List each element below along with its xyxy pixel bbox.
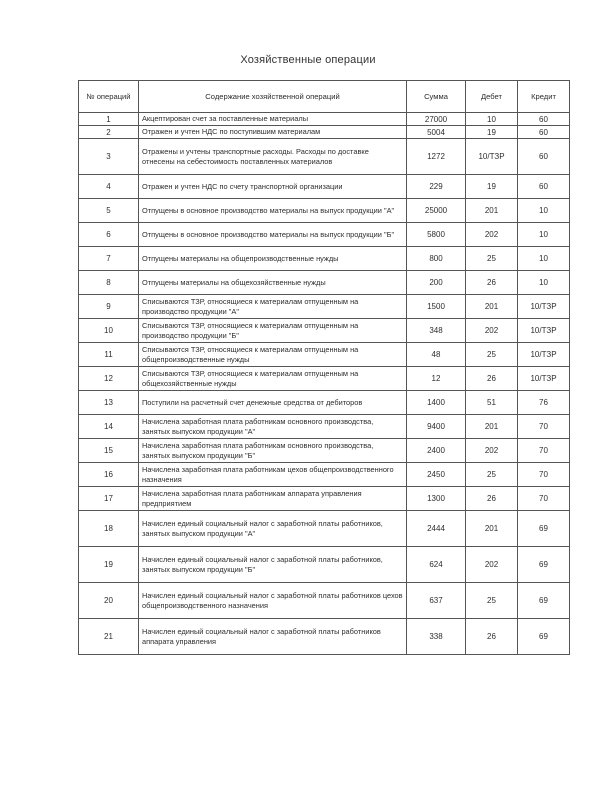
debit-cell: 25 bbox=[466, 463, 518, 487]
table-row bbox=[79, 271, 570, 295]
amount-cell: 27000 bbox=[407, 113, 466, 126]
table-row bbox=[79, 619, 570, 655]
debit-cell: 202 bbox=[466, 319, 518, 343]
credit-cell: 60 bbox=[518, 175, 570, 199]
amount-cell: 2400 bbox=[407, 439, 466, 463]
operation-description-cell: Начислена заработная плата работникам основного производства, занятых выпуском продукции "А" bbox=[139, 415, 407, 439]
credit-cell: 10 bbox=[518, 271, 570, 295]
header-debit: Дебет bbox=[466, 81, 518, 113]
table-row bbox=[79, 223, 570, 247]
credit-cell: 10/ТЗР bbox=[518, 343, 570, 367]
operation-number-cell: 11 bbox=[79, 343, 139, 367]
operation-number-cell: 15 bbox=[79, 439, 139, 463]
credit-cell: 60 bbox=[518, 113, 570, 126]
operation-description-cell: Списываются ТЗР, относящиеся к материалам отпущенным на производство продукции "Б" bbox=[139, 319, 407, 343]
operation-number-cell: 18 bbox=[79, 511, 139, 547]
operation-number-cell: 9 bbox=[79, 295, 139, 319]
operation-number-cell: 10 bbox=[79, 319, 139, 343]
amount-cell: 800 bbox=[407, 247, 466, 271]
header-operation-number: № операций bbox=[79, 81, 139, 113]
operation-description-cell: Отпущены материалы на общехозяйственные нужды bbox=[139, 271, 407, 295]
operation-number-cell: 13 bbox=[79, 391, 139, 415]
debit-cell: 26 bbox=[466, 619, 518, 655]
credit-cell: 10/ТЗР bbox=[518, 319, 570, 343]
table-row bbox=[79, 439, 570, 463]
operation-number-cell: 1 bbox=[79, 113, 139, 126]
debit-cell: 201 bbox=[466, 199, 518, 223]
debit-cell: 10/ТЗР bbox=[466, 139, 518, 175]
table-row bbox=[79, 113, 570, 126]
operation-description-cell: Начислена заработная плата работникам аппарата управления предприятием bbox=[139, 487, 407, 511]
table-row bbox=[79, 247, 570, 271]
credit-cell: 10/ТЗР bbox=[518, 367, 570, 391]
operation-description-cell: Отпущены в основное производство материалы на выпуск продукции "Б" bbox=[139, 223, 407, 247]
amount-cell: 229 bbox=[407, 175, 466, 199]
amount-cell: 1400 bbox=[407, 391, 466, 415]
table-row bbox=[79, 367, 570, 391]
operation-number-cell: 17 bbox=[79, 487, 139, 511]
debit-cell: 25 bbox=[466, 583, 518, 619]
credit-cell: 60 bbox=[518, 126, 570, 139]
operation-number-cell: 3 bbox=[79, 139, 139, 175]
table-row bbox=[79, 295, 570, 319]
table-row bbox=[79, 511, 570, 547]
operation-number-cell: 6 bbox=[79, 223, 139, 247]
operation-description-cell: Начислен единый социальный налог с заработной платы работников аппарата управления bbox=[139, 619, 407, 655]
operation-description-cell: Списываются ТЗР, относящиеся к материалам отпущенным на общехозяйственные нужды bbox=[139, 367, 407, 391]
operation-description-cell: Начислен единый социальный налог с заработной платы работников, занятых выпуском продукции "А" bbox=[139, 511, 407, 547]
operation-description-cell: Начислен единый социальный налог с заработной платы работников, занятых выпуском продукции "Б" bbox=[139, 547, 407, 583]
operation-description-cell: Начислена заработная плата работникам основного производства, занятых выпуском продукции "Б" bbox=[139, 439, 407, 463]
operation-description-cell: Поступили на расчетный счет денежные средства от дебиторов bbox=[139, 391, 407, 415]
table-body bbox=[79, 113, 570, 655]
table-row bbox=[79, 415, 570, 439]
amount-cell: 9400 bbox=[407, 415, 466, 439]
table-row bbox=[79, 391, 570, 415]
debit-cell: 26 bbox=[466, 367, 518, 391]
operation-description-cell: Списываются ТЗР, относящиеся к материалам отпущенным на производство продукции "А" bbox=[139, 295, 407, 319]
debit-cell: 201 bbox=[466, 415, 518, 439]
table-row bbox=[79, 126, 570, 139]
amount-cell: 5800 bbox=[407, 223, 466, 247]
credit-cell: 10 bbox=[518, 247, 570, 271]
operation-number-cell: 12 bbox=[79, 367, 139, 391]
credit-cell: 70 bbox=[518, 439, 570, 463]
amount-cell: 624 bbox=[407, 547, 466, 583]
amount-cell: 200 bbox=[407, 271, 466, 295]
debit-cell: 202 bbox=[466, 223, 518, 247]
credit-cell: 69 bbox=[518, 511, 570, 547]
credit-cell: 69 bbox=[518, 619, 570, 655]
operation-number-cell: 21 bbox=[79, 619, 139, 655]
amount-cell: 2444 bbox=[407, 511, 466, 547]
header-credit: Кредит bbox=[518, 81, 570, 113]
amount-cell: 25000 bbox=[407, 199, 466, 223]
debit-cell: 202 bbox=[466, 439, 518, 463]
debit-cell: 202 bbox=[466, 547, 518, 583]
credit-cell: 70 bbox=[518, 463, 570, 487]
header-operation-description: Содержание хозяйственной операций bbox=[139, 81, 407, 113]
operation-description-cell: Отражены и учтены транспортные расходы. Расходы по доставке отнесены на себестоимость поставленных материалов bbox=[139, 139, 407, 175]
operation-number-cell: 19 bbox=[79, 547, 139, 583]
debit-cell: 19 bbox=[466, 126, 518, 139]
debit-cell: 201 bbox=[466, 511, 518, 547]
credit-cell: 60 bbox=[518, 139, 570, 175]
credit-cell: 70 bbox=[518, 415, 570, 439]
debit-cell: 26 bbox=[466, 271, 518, 295]
table-row bbox=[79, 175, 570, 199]
table-header-row bbox=[79, 81, 570, 113]
operation-description-cell: Отражен и учтен НДС по счету транспортной организации bbox=[139, 175, 407, 199]
amount-cell: 1300 bbox=[407, 487, 466, 511]
amount-cell: 338 bbox=[407, 619, 466, 655]
debit-cell: 51 bbox=[466, 391, 518, 415]
debit-cell: 201 bbox=[466, 295, 518, 319]
credit-cell: 10/ТЗР bbox=[518, 295, 570, 319]
debit-cell: 25 bbox=[466, 343, 518, 367]
operation-description-cell: Начислена заработная плата работникам цехов общепроизводственного назначения bbox=[139, 463, 407, 487]
credit-cell: 76 bbox=[518, 391, 570, 415]
operation-description-cell: Начислен единый социальный налог с заработной платы работников цехов общепроизводственного назначения bbox=[139, 583, 407, 619]
table-row bbox=[79, 319, 570, 343]
amount-cell: 1272 bbox=[407, 139, 466, 175]
operation-number-cell: 4 bbox=[79, 175, 139, 199]
operation-number-cell: 5 bbox=[79, 199, 139, 223]
header-amount: Сумма bbox=[407, 81, 466, 113]
debit-cell: 26 bbox=[466, 487, 518, 511]
table-row bbox=[79, 463, 570, 487]
table-row bbox=[79, 139, 570, 175]
document-title: Хозяйственные операции bbox=[240, 54, 376, 66]
amount-cell: 12 bbox=[407, 367, 466, 391]
credit-cell: 10 bbox=[518, 223, 570, 247]
amount-cell: 1500 bbox=[407, 295, 466, 319]
operation-number-cell: 8 bbox=[79, 271, 139, 295]
table-row bbox=[79, 583, 570, 619]
table-row bbox=[79, 547, 570, 583]
credit-cell: 69 bbox=[518, 547, 570, 583]
operation-number-cell: 14 bbox=[79, 415, 139, 439]
operation-description-cell: Отражен и учтен НДС по поступившим материалам bbox=[139, 126, 407, 139]
amount-cell: 637 bbox=[407, 583, 466, 619]
operation-description-cell: Отпущены материалы на общепроизводственные нужды bbox=[139, 247, 407, 271]
operation-number-cell: 20 bbox=[79, 583, 139, 619]
debit-cell: 25 bbox=[466, 247, 518, 271]
debit-cell: 19 bbox=[466, 175, 518, 199]
operation-description-cell: Отпущены в основное производство материалы на выпуск продукции "А" bbox=[139, 199, 407, 223]
credit-cell: 70 bbox=[518, 487, 570, 511]
table-row bbox=[79, 487, 570, 511]
operation-description-cell: Акцептирован счет за поставленные материалы bbox=[139, 113, 407, 126]
credit-cell: 69 bbox=[518, 583, 570, 619]
table-row bbox=[79, 199, 570, 223]
table-row bbox=[79, 343, 570, 367]
operation-description-cell: Списываются ТЗР, относящиеся к материалам отпущенным на общепроизводственные нужды bbox=[139, 343, 407, 367]
amount-cell: 48 bbox=[407, 343, 466, 367]
operation-number-cell: 7 bbox=[79, 247, 139, 271]
amount-cell: 2450 bbox=[407, 463, 466, 487]
operations-table bbox=[78, 80, 570, 655]
amount-cell: 348 bbox=[407, 319, 466, 343]
operation-number-cell: 2 bbox=[79, 126, 139, 139]
debit-cell: 10 bbox=[466, 113, 518, 126]
operation-number-cell: 16 bbox=[79, 463, 139, 487]
amount-cell: 5004 bbox=[407, 126, 466, 139]
credit-cell: 10 bbox=[518, 199, 570, 223]
